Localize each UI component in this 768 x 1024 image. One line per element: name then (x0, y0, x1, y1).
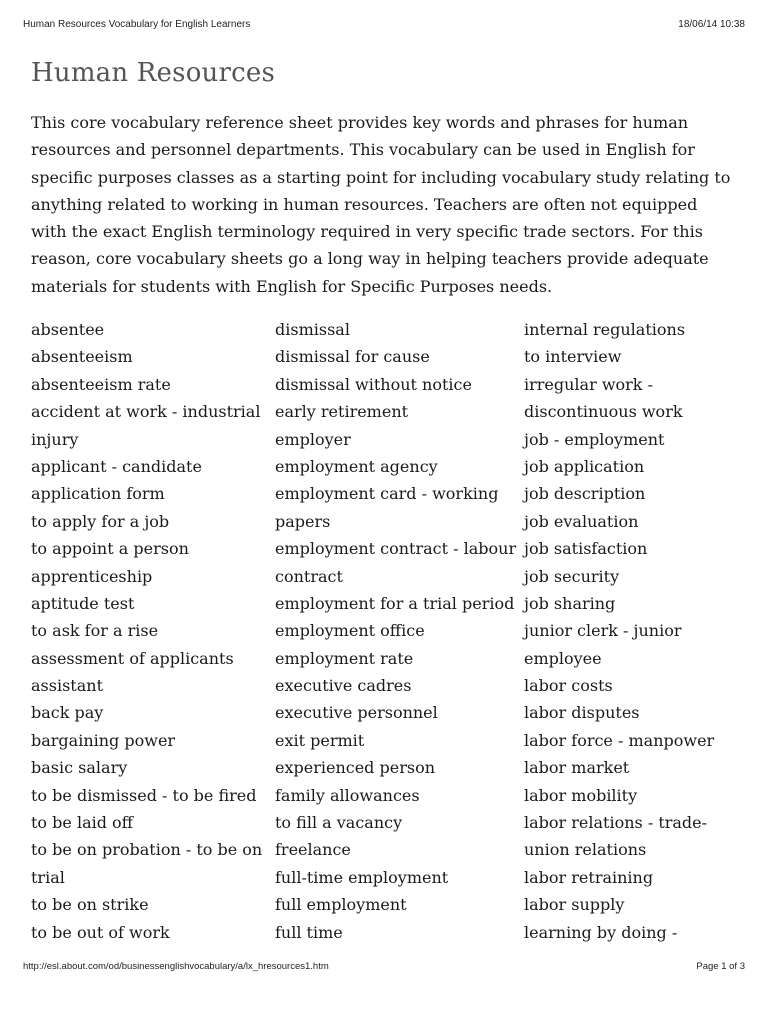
vocabulary-term: early retirement (275, 402, 409, 422)
vocabulary-term: job evaluation (524, 511, 639, 531)
vocabulary-term: job satisfaction (524, 539, 648, 559)
vocabulary-term: labor mobility (524, 785, 638, 805)
vocabulary-term: employment card - working (275, 484, 499, 504)
vocabulary-term: labor disputes (524, 703, 640, 723)
vocabulary-term: applicant - candidate (31, 456, 202, 476)
vocabulary-term: full employment (275, 895, 407, 915)
vocabulary-term: to be on probation - to be on (31, 840, 263, 860)
vocabulary-term: dismissal without notice (275, 374, 472, 394)
print-footer (23, 961, 745, 975)
vocabulary-column-1 (31, 316, 271, 946)
vocabulary-term: learning by doing - (524, 922, 678, 942)
print-datetime: 18/06/14 10:38 (678, 19, 745, 30)
vocabulary-term: papers (275, 511, 331, 531)
vocabulary-term: absenteeism rate (31, 374, 171, 394)
vocabulary-term: to interview (524, 347, 622, 367)
vocabulary-column-3 (524, 316, 754, 946)
vocabulary-term: absentee (31, 320, 105, 339)
vocabulary-list (31, 316, 751, 946)
vocabulary-term: labor costs (524, 676, 613, 696)
vocabulary-term: labor force - manpower (524, 730, 715, 750)
document-title: Human Resources Vocabulary for English Learners (23, 19, 251, 30)
vocabulary-term: to fill a vacancy (275, 813, 403, 833)
vocabulary-term: labor market (524, 758, 630, 778)
vocabulary-term: job security (524, 566, 620, 586)
vocabulary-term: to be laid off (31, 813, 134, 833)
vocabulary-term: contract (275, 566, 343, 586)
vocabulary-term: employment agency (275, 456, 438, 476)
page-number: Page 1 of 3 (696, 961, 745, 972)
intro-paragraph: This core vocabulary reference sheet provides key words and phrases for human resources and personnel departments. This vocabulary can be used in English for specific purposes classes as a starting point for including vocabulary study relating to anything related to working in human resources. Teachers are often not equipped with the exact English terminology required in very specific trade sectors. For this reason, core vocabulary sheets go a long way in helping teachers provide adequate materials for students with English for Specific Purposes needs. (31, 113, 731, 296)
vocabulary-term: discontinuous work (524, 402, 683, 422)
vocabulary-term: irregular work - (524, 374, 653, 394)
vocabulary-term: dismissal (275, 320, 350, 339)
vocabulary-term: basic salary (31, 758, 128, 778)
vocabulary-term: application form (31, 484, 165, 504)
vocabulary-term: executive personnel (275, 703, 438, 723)
vocabulary-term: job - employment (524, 429, 665, 449)
vocabulary-term: full time (275, 922, 343, 942)
vocabulary-term: injury (31, 429, 79, 449)
vocabulary-term: employment contract - labour (275, 539, 517, 559)
vocabulary-term: bargaining power (31, 730, 176, 750)
vocabulary-term: employee (524, 648, 602, 668)
vocabulary-term: labor relations - trade- (524, 813, 708, 833)
source-url: http://esl.about.com/od/businessenglishvocabulary/a/lx_hresources1.htm (23, 961, 329, 972)
vocabulary-term: labor supply (524, 895, 625, 915)
vocabulary-term: to be out of work (31, 922, 170, 942)
print-header (23, 19, 745, 33)
vocabulary-term: exit permit (275, 730, 365, 750)
vocabulary-term: assessment of applicants (31, 648, 234, 668)
vocabulary-term: to appoint a person (31, 539, 189, 559)
vocabulary-term: family allowances (275, 785, 420, 805)
vocabulary-term: dismissal for cause (275, 347, 430, 367)
vocabulary-term: accident at work - industrial (31, 402, 261, 422)
vocabulary-term: job description (524, 484, 646, 504)
vocabulary-term: employment for a trial period (275, 593, 515, 613)
vocabulary-term: to ask for a rise (31, 621, 159, 641)
vocabulary-term: assistant (31, 676, 103, 696)
vocabulary-term: internal regulations (524, 320, 686, 339)
vocabulary-term: apprenticeship (31, 566, 153, 586)
vocabulary-term: to apply for a job (31, 511, 170, 531)
vocabulary-term: freelance (275, 840, 351, 860)
vocabulary-term: executive cadres (275, 676, 412, 696)
vocabulary-term: employment rate (275, 648, 414, 668)
vocabulary-term: absenteeism (31, 347, 133, 367)
vocabulary-term: labor retraining (524, 867, 654, 887)
vocabulary-term: back pay (31, 703, 104, 723)
page-title: Human Resources (31, 58, 276, 88)
vocabulary-term: junior clerk - junior (524, 621, 682, 641)
vocabulary-term: to be on strike (31, 895, 149, 915)
vocabulary-term: aptitude test (31, 593, 135, 613)
vocabulary-term: union relations (524, 840, 647, 860)
vocabulary-term: job application (524, 456, 645, 476)
vocabulary-term: employment office (275, 621, 425, 641)
vocabulary-column-2 (275, 316, 520, 946)
vocabulary-term: full-time employment (275, 867, 449, 887)
vocabulary-term: to be dismissed - to be fired (31, 785, 257, 805)
vocabulary-term: experienced person (275, 758, 436, 778)
vocabulary-term: job sharing (524, 593, 616, 613)
vocabulary-term: employer (275, 429, 351, 449)
vocabulary-term: trial (31, 867, 65, 887)
